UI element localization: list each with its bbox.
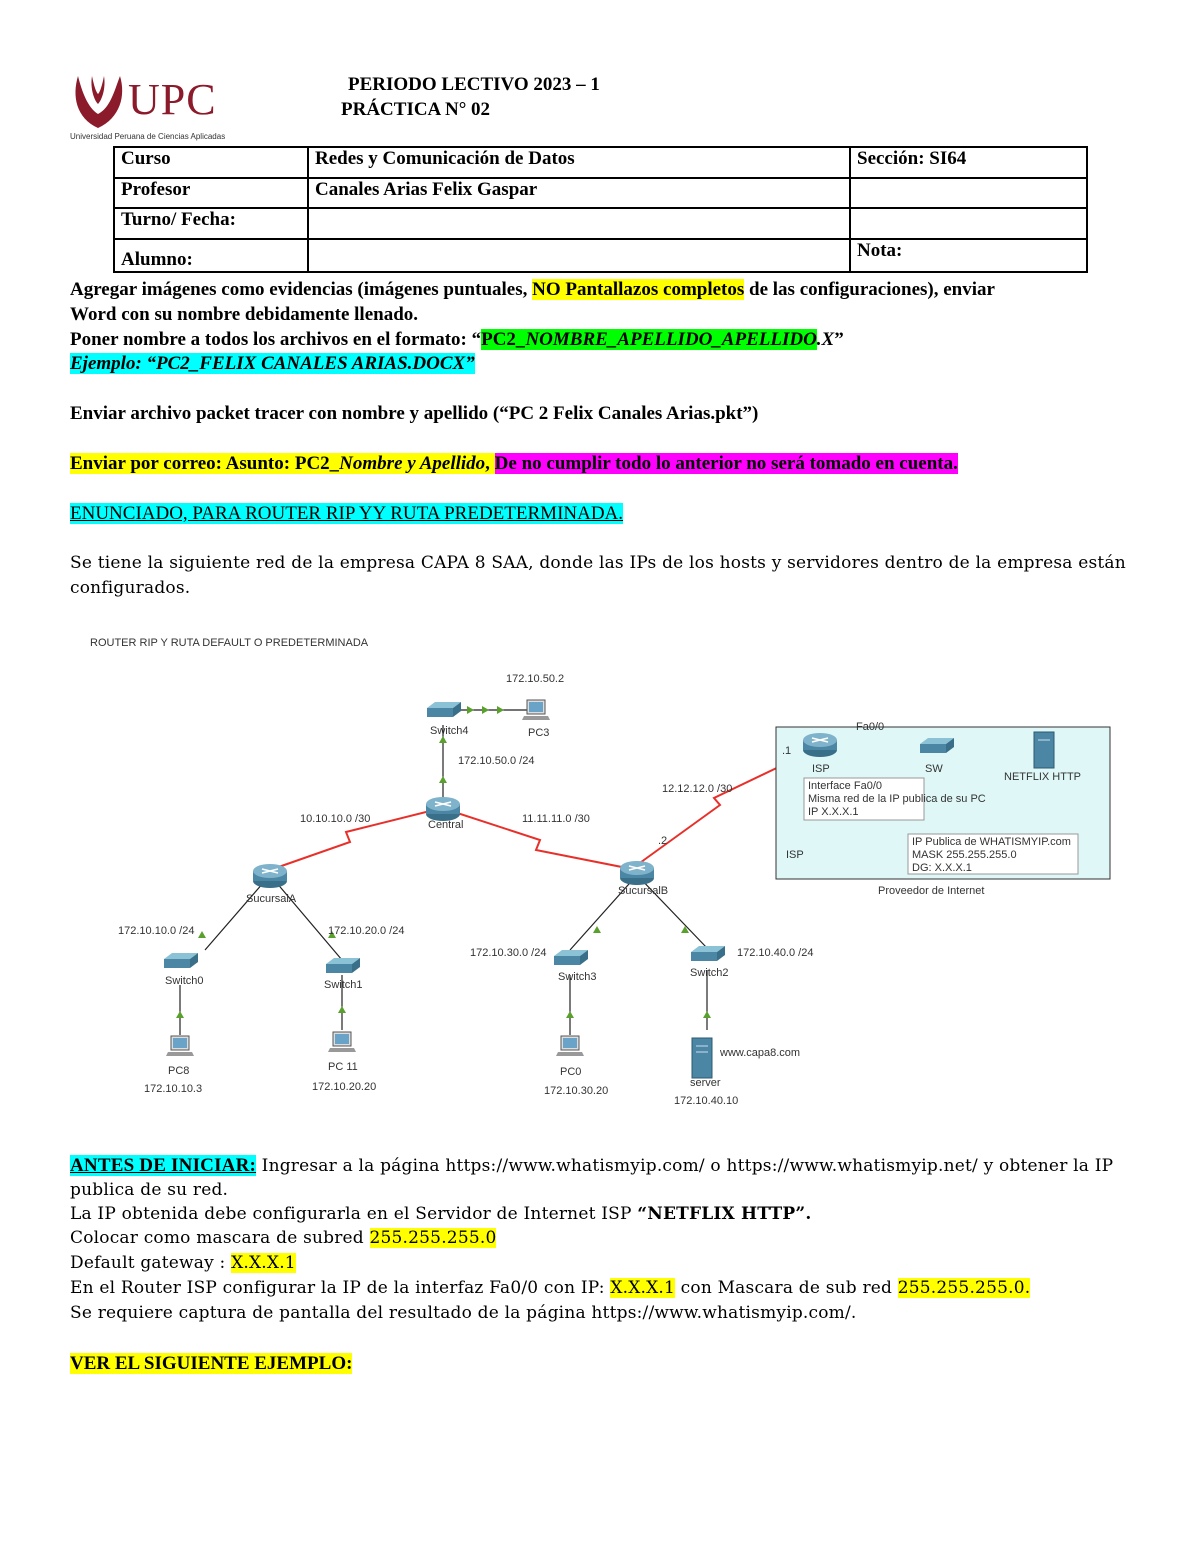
label-fa00: Fa0/0 <box>856 721 885 733</box>
isp-switch-icon[interactable] <box>920 738 954 753</box>
antes-line-7: Se requiere captura de pantalla del resultado de la página https://www.whatismyip.com/. <box>70 1303 857 1323</box>
label-net50: 172.10.50.0 /24 <box>458 755 535 767</box>
label-pc8-ip: 172.10.10.3 <box>144 1083 203 1095</box>
label-pc0-ip: 172.10.30.20 <box>544 1085 609 1097</box>
central-router-icon[interactable] <box>426 797 460 821</box>
label-net-b1: 172.10.30.0 /24 <box>470 947 547 959</box>
nota-cell: Nota: <box>850 239 1087 272</box>
upc-logo <box>70 68 242 142</box>
turno-label: Turno/ Fecha: <box>114 208 308 239</box>
enunciado-paragraph-2: configurados. <box>70 578 191 598</box>
label-note2-l1: IP Publica de WHATISMYIP.com <box>912 836 1071 848</box>
info-table <box>113 146 1088 273</box>
instruction-line-2: Word con su nombre debidamente llenado. <box>70 304 419 325</box>
antes-line-2: publica de su red. <box>70 1180 229 1200</box>
switch1-icon[interactable] <box>326 958 360 973</box>
label-pc3-ip: 172.10.50.2 <box>506 673 565 685</box>
instruction-email: Enviar por correo: Asunto: PC2_Nombre y Apellido, De no cumplir todo lo anterior no será tomado en cuenta. <box>70 453 958 474</box>
antes-line-4: Colocar como mascara de subred 255.255.255.0 <box>70 1228 497 1248</box>
label-switch0: Switch0 <box>165 975 204 987</box>
pc8-icon[interactable] <box>166 1036 194 1056</box>
pc0-icon[interactable] <box>556 1036 584 1056</box>
instruction-example: Ejemplo: “PC2_FELIX CANALES ARIAS.DOCX” <box>70 353 475 374</box>
label-central: Central <box>428 819 464 831</box>
instruction-line-1: Agregar imágenes como evidencias (imágenes puntuales, NO Pantallazos completos de las configuraciones), enviar <box>70 279 995 300</box>
instruction-packet-tracer: Enviar archivo packet tracer con nombre y apellido (“PC 2 Felix Canales Arias.pkt”) <box>70 403 759 424</box>
antes-line-6: En el Router ISP configurar la IP de la interfaz Fa0/0 con IP: X.X.X.1 con Mascara de sub red 255.255.255.0. <box>70 1278 1031 1298</box>
logo-brand: UPC <box>128 75 217 124</box>
curso-value: Redes y Comunicación de Datos <box>308 147 850 178</box>
diagram-title: ROUTER RIP Y RUTA DEFAULT O PREDETERMINADA <box>90 637 369 649</box>
pc11-icon[interactable] <box>328 1032 356 1052</box>
label-pc11: PC 11 <box>328 1061 358 1073</box>
curso-label: Curso <box>114 147 308 178</box>
label-net10: 10.10.10.0 /30 <box>300 813 371 825</box>
seccion-cell: Sección: SI64 <box>850 147 1087 178</box>
label-server-ip: 172.10.40.10 <box>674 1095 739 1107</box>
profesor-value: Canales Arias Felix Gaspar <box>308 178 850 208</box>
isp-router-icon[interactable] <box>803 733 837 757</box>
label-server: server <box>690 1077 721 1089</box>
upc-emblem-icon <box>70 70 130 132</box>
label-isp-area: ISP <box>786 849 804 861</box>
label-net-b2: 172.10.40.0 /24 <box>737 947 814 959</box>
label-sucursal-b: SucursalB <box>618 885 669 897</box>
switch4-icon[interactable] <box>427 702 461 717</box>
alumno-label: Alumno: <box>114 239 308 272</box>
label-pc8: PC8 <box>168 1065 190 1077</box>
label-switch1: Switch1 <box>324 979 363 991</box>
logo-subtitle: Universidad Peruana de Ciencias Aplicadas <box>70 132 226 141</box>
alumno-value <box>308 239 850 272</box>
label-net11: 11.11.11.0 /30 <box>522 813 590 825</box>
server-icon[interactable] <box>692 1038 712 1078</box>
label-net12: 12.12.12.0 /30 <box>662 783 733 795</box>
empty-cell <box>850 178 1087 208</box>
antes-line-5: Default gateway : X.X.X.1 <box>70 1253 296 1273</box>
instruction-line-3: Poner nombre a todos los archivos en el formato: “PC2_NOMBRE_APELLIDO_APELLIDO.X” <box>70 329 844 350</box>
sucursal-a-router-icon[interactable] <box>253 864 287 888</box>
switch3-icon[interactable] <box>554 950 588 965</box>
label-note1-l2: Misma red de la IP publica de su PC <box>808 793 986 805</box>
label-netflix: NETFLIX HTTP <box>1004 771 1082 783</box>
switch2-icon[interactable] <box>691 946 725 961</box>
label-switch2: Switch2 <box>690 967 729 979</box>
label-sucursal-a: SucursalA <box>246 893 297 905</box>
ver-ejemplo-heading: VER EL SIGUIENTE EJEMPLO: <box>70 1353 353 1374</box>
antes-line-3: La IP obtenida debe configurarla en el Servidor de Internet ISP “NETFLIX HTTP”. <box>70 1204 812 1224</box>
label-note2-l2: MASK 255.255.255.0 <box>912 849 1017 861</box>
antes-line-1: ANTES DE INICIAR: Ingresar a la página https://www.whatismyip.com/ o https://www.whatismyip.net/ y obtener la IP <box>70 1155 1114 1176</box>
label-provider: Proveedor de Internet <box>878 885 985 897</box>
label-isp-switch: SW <box>925 763 943 775</box>
turno-value <box>308 208 850 239</box>
label-note2-l3: DG: X.X.X.1 <box>912 862 972 874</box>
label-net-a2: 172.10.20.0 /24 <box>328 925 405 937</box>
label-note1-l1: Interface Fa0/0 <box>808 780 882 792</box>
profesor-label: Profesor <box>114 178 308 208</box>
label-switch3: Switch3 <box>558 971 597 983</box>
serial-links <box>270 752 810 870</box>
practica-heading: PRÁCTICA N° 02 <box>341 99 491 120</box>
label-dot2: .2 <box>658 835 668 847</box>
empty-cell <box>850 208 1087 239</box>
label-isp-router: ISP <box>812 763 830 775</box>
periodo-heading: PERIODO LECTIVO 2023 – 1 <box>348 74 600 95</box>
network-diagram <box>70 630 1130 1110</box>
label-note1-l3: IP X.X.X.1 <box>808 806 859 818</box>
label-server-url: www.capa8.com <box>720 1047 801 1059</box>
switch0-icon[interactable] <box>164 953 198 968</box>
sucursal-b-router-icon[interactable] <box>620 861 654 885</box>
netflix-server-icon[interactable] <box>1034 732 1054 768</box>
label-pc3: PC3 <box>528 727 550 739</box>
label-pc11-ip: 172.10.20.20 <box>312 1081 377 1093</box>
label-dot1: .1 <box>782 745 792 757</box>
enunciado-title: ENUNCIADO, PARA ROUTER RIP YY RUTA PREDETERMINADA. <box>70 503 624 524</box>
enunciado-paragraph-1: Se tiene la siguiente red de la empresa CAPA 8 SAA, donde las IPs de los hosts y servidores dentro de la empresa están <box>70 553 1126 573</box>
label-pc0: PC0 <box>560 1066 582 1078</box>
label-switch4: Switch4 <box>430 725 469 737</box>
label-net-a1: 172.10.10.0 /24 <box>118 925 195 937</box>
